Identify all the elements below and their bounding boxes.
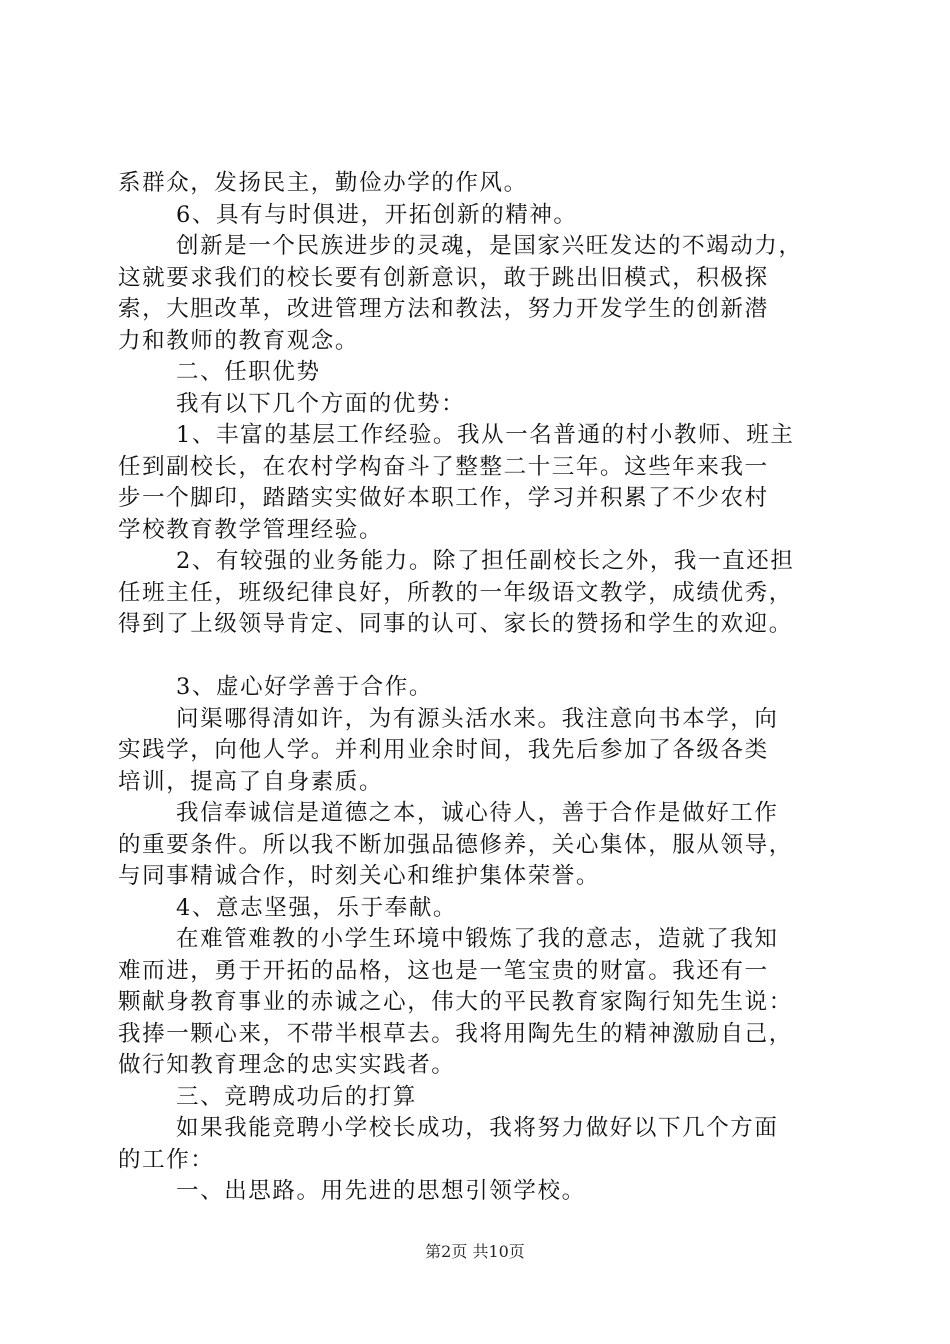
text-line: 在难管难教的小学生环境中锻炼了我的意志，造就了我知 (176, 926, 779, 952)
text-line: 力和教师的教育观念。 (118, 327, 360, 354)
text-line: 2、有较强的业务能力。除了担任副校长之外，我一直还担 (176, 548, 795, 574)
text-line: 与同事精诚合作，时刻关心和维护集体荣誉。 (118, 863, 601, 889)
text-line: 一、出思路。用先进的思想引领学校。 (176, 1178, 586, 1204)
text-line: 6、具有与时俱进，开拓创新的精神。 (176, 201, 578, 228)
text-line: 做行知教育理念的忠实实践者。 (118, 1052, 456, 1078)
text-line: 1、丰富的基层工作经验。我从一名普通的村小教师、班主 (176, 422, 795, 448)
text-line: 4、意志坚强，乐于奉献。 (176, 894, 458, 921)
text-line: 得到了上级领导肯定、同事的认可、家长的赞扬和学生的欢迎。 (118, 611, 793, 637)
page-footer: 第2页 共10页 (425, 1242, 525, 1261)
text-line: 任班主任，班级纪律良好，所教的一年级语文教学，成绩优秀， (118, 579, 793, 606)
text-line: 实践学，向他人学。并利用业余时间，我先后参加了各级各类 (118, 737, 769, 763)
text-line: 系群众，发扬民主，勤俭办学的作风。 (118, 170, 528, 196)
text-line: 索，大胆改革，改进管理方法和教法，努力开发学生的创新潜 (118, 296, 769, 322)
text-line: 任到副校长，在农村学构奋斗了整整二十三年。这些年来我一 (118, 453, 769, 480)
text-line: 这就要求我们的校长要有创新意识，敢于跳出旧模式，积极探 (118, 264, 769, 291)
text-line: 培训，提高了自身素质。 (118, 768, 384, 795)
text-line: 如果我能竞聘小学校长成功，我将努力做好以下几个方面 (176, 1115, 779, 1141)
body-text (118, 168, 848, 1208)
text-line: 我有以下几个方面的优势： (176, 390, 466, 417)
text-line: 我信奉诚信是道德之本，诚心待人，善于合作是做好工作 (176, 800, 779, 826)
text-line: 3、虚心好学善于合作。 (176, 674, 433, 700)
text-line: 我捧一颗心来，不带半根草去。我将用陶先生的精神激励自己， (118, 1020, 793, 1047)
text-line: 颗献身教育事业的赤诚之心，伟大的平民教育家陶行知先生说： (118, 989, 793, 1015)
blank-line (118, 641, 848, 673)
text-line: 的重要条件。所以我不断加强品德修养，关心集体，服从领导， (118, 831, 793, 858)
text-line: 难而进，勇于开拓的品格，这也是一笔宝贵的财富。我还有一 (118, 957, 769, 984)
text-line: 的工作： (118, 1146, 215, 1173)
text-line: 创新是一个民族进步的灵魂，是国家兴旺发达的不竭动力， (176, 233, 803, 259)
text-line: 步一个脚印，踏踏实实做好本职工作，学习并积累了不少农村 (118, 485, 769, 511)
text-line: 二、任职优势 (176, 359, 321, 385)
text-line: 学校教育教学管理经验。 (118, 516, 384, 543)
text-line: 问渠哪得清如许，为有源头活水来。我注意向书本学，向 (176, 705, 779, 732)
text-line: 三、竞聘成功后的打算 (176, 1083, 418, 1110)
